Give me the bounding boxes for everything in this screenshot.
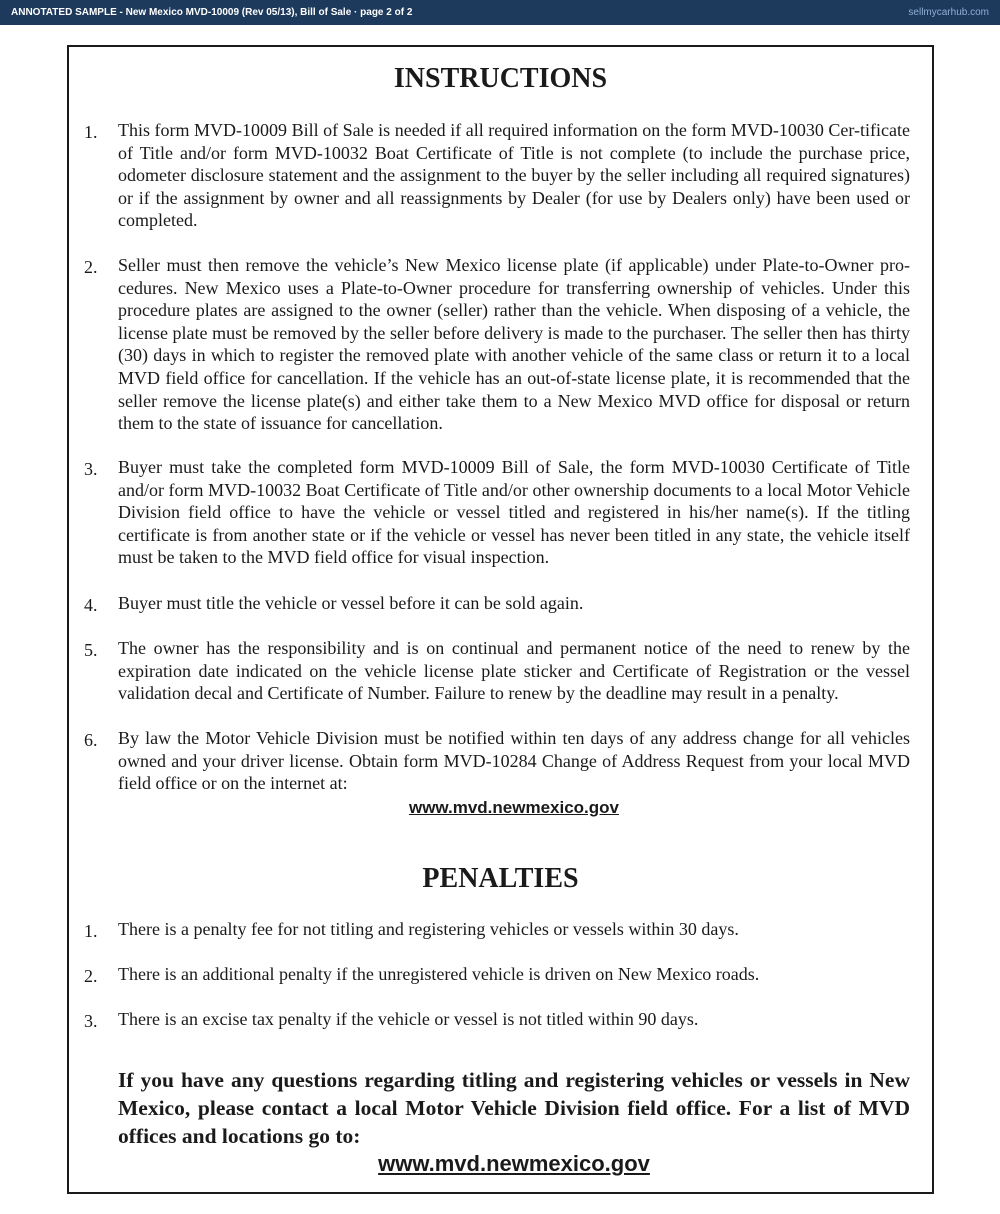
penalty-item xyxy=(84,963,910,988)
instructions-title: INSTRUCTIONS xyxy=(393,63,608,94)
item-text: There is an additional penalty if the unregistered vehicle is driven on New Mexico roads. xyxy=(118,964,760,984)
item-text: Buyer must title the vehicle or vessel before it can be sold again. xyxy=(118,593,584,613)
item-text: Buyer must take the completed form MVD-10009 Bill of Sale, the form MVD-10030 Certificate of Title and/or form MVD-10032 Boat Certificate of Title and/or other ownership documents to a local Motor Vehicle Division field office to have the vehicle or vessel titled and registered in his/her name(s). If the titling certificate is from another state or if the vehicle or vessel has never been titled in any state, the vehicle itself must be taken to the MVD field office for visual inspection. xyxy=(118,457,910,568)
item-number: 6. xyxy=(84,730,98,750)
item-number: 5. xyxy=(84,640,98,660)
instruction-item xyxy=(84,456,910,569)
item-number: 2. xyxy=(84,966,98,986)
instruction-item xyxy=(84,254,910,435)
penalty-item xyxy=(84,918,910,943)
instruction-item xyxy=(84,119,910,232)
instruction-item xyxy=(84,727,910,819)
item-number: 1. xyxy=(84,122,98,142)
item-text-wrap xyxy=(118,727,910,819)
header-site-link[interactable]: sellmycarhub.com xyxy=(908,7,989,18)
item-text: There is an excise tax penalty if the vehicle or vessel is not titled within 90 days. xyxy=(118,1009,699,1029)
item-text: There is a penalty fee for not titling and registering vehicles or vessels within 30 days. xyxy=(118,919,739,939)
item-text: Seller must then remove the vehicle’s New Mexico license plate (if applicable) under Plate-to-Owner pro-cedures. New Mexico uses a Plate-to-Owner procedure for transferring ownership of vehicles. Under this procedure plates are assigned to the owner (seller) rather than the vehicle. When disposing of a vehicle, the license plate must be removed by the seller before delivery is made to the purchaser. The seller then has thirty (30) days in which to register the removed plate with another vehicle of the same class or return it to a local MVD field office for cancellation. If the vehicle has an out-of-state license plate, it is recommended that the seller remove the license plate(s) and either take them to a New Mexico MVD office for disposal or return them to the state of issuance for cancellation. xyxy=(118,255,910,434)
penalty-item xyxy=(84,1008,910,1033)
contact-text: If you have any questions regarding titling and registering vehicles or vessels in New Mexico, please contact a local Motor Vehicle Division field office. For a list of MVD offices and locations go to: xyxy=(118,1068,910,1148)
item-text: By law the Motor Vehicle Division must be notified within ten days of any address change for all vehicles owned and your driver license. Obtain form MVD-10284 Change of Address Request from your local MVD field office or on the internet at: xyxy=(118,728,910,794)
penalties-title: PENALTIES xyxy=(422,863,579,894)
instructions-page xyxy=(67,45,934,1194)
instruction-item xyxy=(84,592,910,617)
annotation-header-bar xyxy=(0,0,1000,25)
item-number: 3. xyxy=(84,1011,98,1031)
item-number: 1. xyxy=(84,921,98,941)
item-text: This form MVD-10009 Bill of Sale is needed if all required information on the form MVD-10030 Cer-tificate of Title and/or form MVD-10032 Boat Certificate of Title is not complete (to include the purchase price, odometer disclosure statement and the assignment to the buyer by the seller including all required signatures) or if the assignment by owner and all reassignments by Dealer (for use by Dealers only) have been used or completed. xyxy=(118,120,910,231)
contact-notice xyxy=(118,1066,910,1178)
item-text: The owner has the responsibility and is on continual and permanent notice of the need to renew by the expiration date indicated on the vehicle license plate sticker and Certificate of Registration or the vessel validation decal and Certificate of Number. Failure to renew by the deadline may result in a penalty. xyxy=(118,638,910,704)
item-number: 3. xyxy=(84,459,98,479)
item-number: 2. xyxy=(84,257,98,277)
item-number: 4. xyxy=(84,595,98,615)
header-title: ANNOTATED SAMPLE - New Mexico MVD-10009 (Rev 05/13), Bill of Sale · page 2 of 2 xyxy=(11,7,413,18)
instruction-item xyxy=(84,637,910,705)
mvd-website-link[interactable]: www.mvd.newmexico.gov xyxy=(378,1151,650,1176)
mvd-website-link[interactable]: www.mvd.newmexico.gov xyxy=(408,797,620,817)
